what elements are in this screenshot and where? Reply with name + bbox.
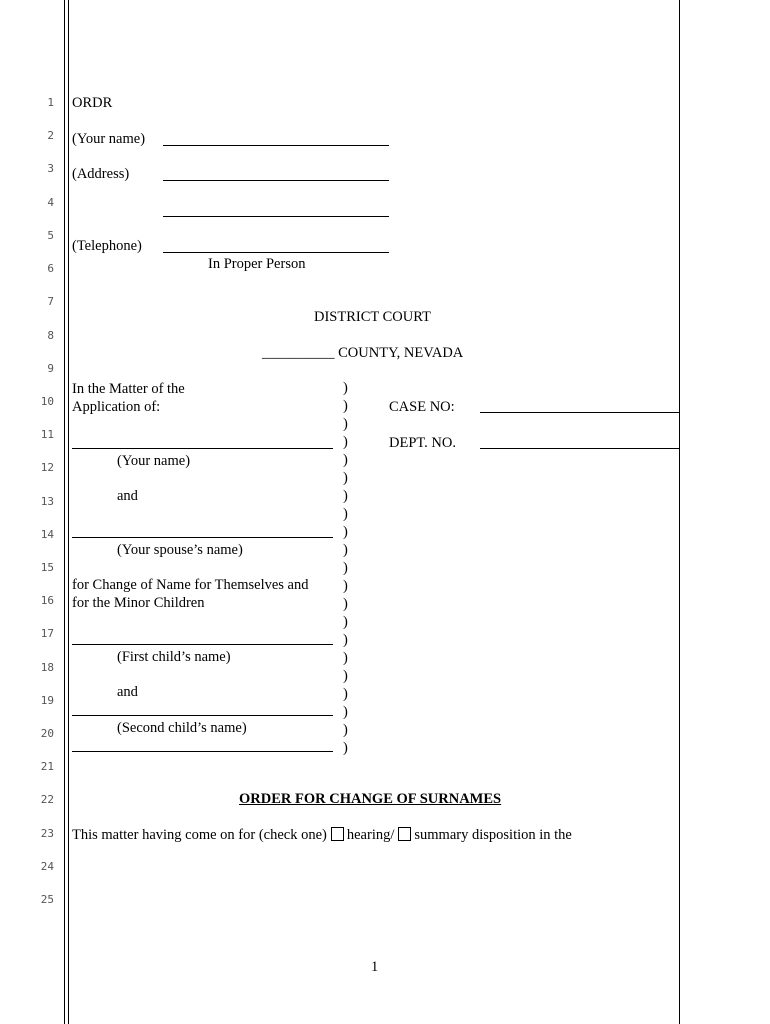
line-number: 13 [40,495,54,508]
and-label-2: and [117,684,138,700]
dept-no-label: DEPT. NO. [389,435,456,451]
second-child-label: (Second child’s name) [117,720,247,736]
line-number: 19 [40,694,54,707]
line-number: 22 [40,793,54,806]
line-number: 8 [47,329,54,342]
caption-paren: ) [343,722,348,738]
line-number: 16 [40,594,54,607]
hearing-option-label: hearing/ [346,827,395,843]
line-number: 21 [40,760,54,773]
matter-line-1: In the Matter of the [72,381,185,397]
change-line-1: for Change of Name for Themselves and [72,577,309,593]
your-name-caption-field[interactable] [72,448,333,449]
spouse-name-label: (Your spouse’s name) [117,542,243,558]
first-child-label: (First child’s name) [117,649,231,665]
line-number: 12 [40,461,54,474]
county-line: __________ COUNTY, NEVADA [262,345,464,361]
line-number: 10 [40,395,54,408]
caption-paren: ) [343,704,348,720]
dept-no-field[interactable] [480,448,679,449]
line-number: 24 [40,860,54,873]
caption-paren: ) [343,596,348,612]
caption-paren: ) [343,740,348,756]
caption-paren: ) [343,614,348,630]
address-field-line2[interactable] [163,216,389,217]
line-number: 5 [47,229,54,242]
address-label: (Address) [72,166,130,182]
your-name-caption-label: (Your name) [117,453,191,469]
second-child-bottom-rule [72,751,333,752]
line-number: 9 [47,362,54,375]
line-number: 17 [40,627,54,640]
document-code: ORDR [72,95,113,111]
line-number: 14 [40,528,54,541]
and-label-1: and [117,488,138,504]
caption-paren: ) [343,560,348,576]
first-child-field[interactable] [72,644,333,645]
caption-paren: ) [343,668,348,684]
telephone-label: (Telephone) [72,238,142,254]
caption-paren: ) [343,686,348,702]
line-number: 6 [47,262,54,275]
line-number: 15 [40,561,54,574]
caption-paren: ) [343,434,348,450]
line-number: 20 [40,727,54,740]
page-number: 1 [371,959,379,975]
line-number: 11 [40,428,54,441]
left-margin-rule-outer [64,0,65,1024]
caption-paren: ) [343,452,348,468]
caption-paren: ) [343,542,348,558]
change-line-2: for the Minor Children [72,595,205,611]
your-name-label: (Your name) [72,131,146,147]
line-number: 2 [47,129,54,142]
line-number: 4 [47,196,54,209]
caption-paren: ) [343,398,348,414]
line-number: 1 [47,96,54,109]
court-name: DISTRICT COURT [314,309,431,325]
order-title: ORDER FOR CHANGE OF SURNAMES [239,791,502,807]
caption-paren: ) [343,506,348,522]
right-margin-rule [679,0,680,1024]
summary-option-label: summary disposition in the [414,827,572,843]
caption-paren: ) [343,380,348,396]
case-no-field[interactable] [480,412,679,413]
left-margin-rule-inner [68,0,69,1024]
line-number: 18 [40,661,54,674]
line-number: 3 [47,162,54,175]
your-name-field[interactable] [163,145,389,146]
hearing-checkbox[interactable] [331,827,344,841]
matter-line-2: Application of: [72,399,161,415]
line-number: 23 [40,827,54,840]
spouse-name-field[interactable] [72,537,333,538]
order-body-line [72,826,572,844]
caption-paren: ) [343,578,348,594]
line-number: 7 [47,295,54,308]
caption-paren: ) [343,650,348,666]
second-child-field[interactable] [72,715,333,716]
address-field-line1[interactable] [163,180,389,181]
caption-paren: ) [343,632,348,648]
order-body-start: This matter having come on for (check one) [72,827,327,843]
caption-paren: ) [343,416,348,432]
caption-paren: ) [343,470,348,486]
caption-paren: ) [343,524,348,540]
case-no-label: CASE NO: [389,399,455,415]
caption-paren: ) [343,488,348,504]
in-proper-person-label: In Proper Person [208,256,306,272]
summary-disposition-checkbox[interactable] [398,827,411,841]
line-number: 25 [40,893,54,906]
telephone-field[interactable] [163,252,389,253]
